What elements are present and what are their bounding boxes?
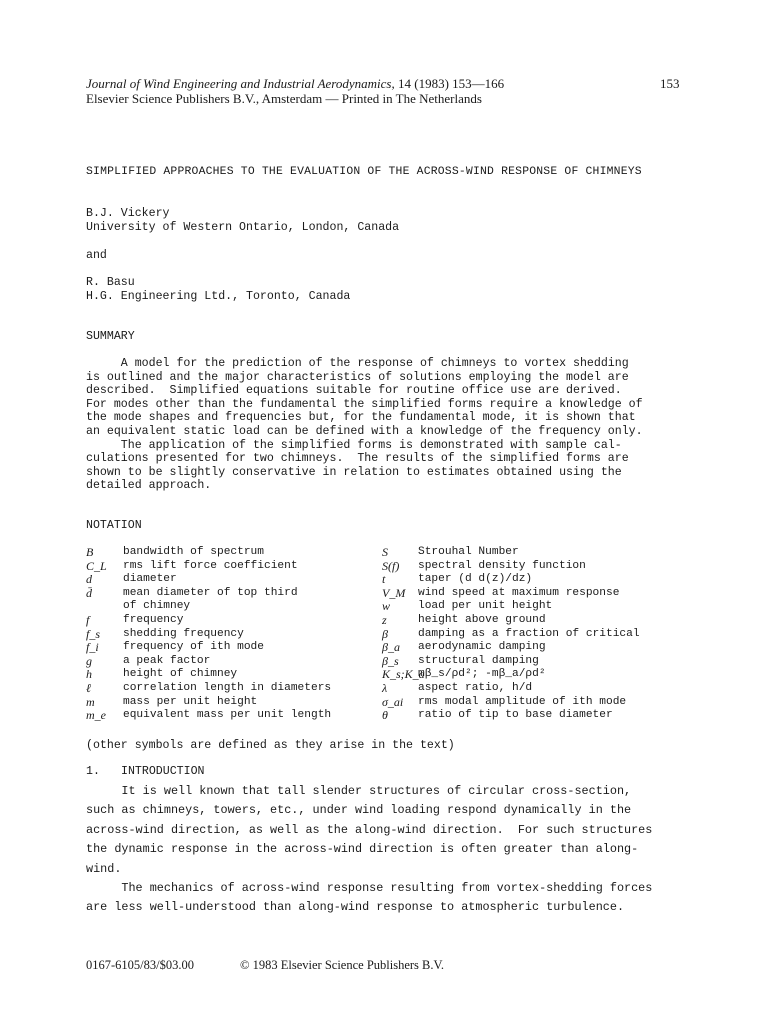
notation-heading: NOTATION [86,519,142,532]
notation-description: wind speed at maximum response [418,586,620,599]
notation-description: height above ground [418,613,546,626]
notation-symbol: β_s [382,653,399,668]
notation-symbol: λ [382,680,388,695]
notation-symbol: β [382,626,388,641]
notation-description: rms modal amplitude of ith mode [418,695,627,708]
notation-symbol: d [86,572,92,587]
notation-description: load per unit height [418,600,553,613]
notation-symbol: w [382,599,391,614]
notation-symbol: β_a [382,640,400,655]
notation-symbol: ℓ [86,680,91,695]
notation-symbol: f_i [86,640,99,655]
notation-description: equivalent mass per unit length [123,709,332,722]
page-number: 153 [660,76,680,91]
notation-symbol: B [86,545,94,559]
notation-description: frequency of ith mode [123,641,264,654]
notation-symbol: t [382,572,386,587]
notation-description: taper (d d(z)/dz) [418,573,533,586]
notation-description: mean diameter of top third [123,586,298,599]
notation-description: aerodynamic damping [418,641,546,654]
notation-symbol: f [86,612,90,627]
author-name: B.J. Vickery [86,207,170,220]
journal-name: Journal of Wind Engineering and Industrial Aerodynamics, [86,76,395,91]
notation-description: correlation length in diameters [123,681,332,694]
author-affiliation: University of Western Ontario, London, Canada [86,221,400,234]
notation-symbol: σ_ai [382,694,404,709]
journal-citation [86,76,504,92]
notation-symbol: g [86,653,92,668]
notation-symbol: S [382,545,388,559]
notation-description: shedding frequency [123,627,244,640]
notation-symbol: C_L [86,558,107,573]
paper-title: SIMPLIFIED APPROACHES TO THE EVALUATION OF THE ACROSS-WIND RESPONSE OF CHIMNEYS [86,166,642,178]
summary-heading: SUMMARY [86,330,135,343]
notation-symbol: d̄ [86,585,92,600]
notation-description: ratio of tip to base diameter [418,709,613,722]
notation-symbol: m [86,694,95,709]
notation-description: of chimney [123,600,191,613]
notation-symbol: K_s;K_a [382,667,425,682]
notation-description: height of chimney [123,668,238,681]
notation-symbol: V_M [382,585,406,600]
section-title: INTRODUCTION [121,765,205,778]
notation-description: bandwidth of spectrum [123,546,264,558]
author-affiliation: H.G. Engineering Ltd., Toronto, Canada [86,290,351,303]
notation-description: Strouhal Number [418,546,519,558]
introduction-body: It is well known that tall slender structures of circular cross-section, such as chimneys, towers, etc., under wind loading respond dynamically in the across-wind direction, as well as the along-wind direction. For such structures the dynamic response in the across-wind direction is often greater than along- wind. The mechanics of across-wind response resulting from vortex-shedding forces are less well-understood than along-wind response to atmospheric turbulence. [86,784,653,915]
notation-description: a peak factor [123,654,211,667]
notation-description: aspect ratio, h/d [418,681,533,694]
notation-description: mass per unit height [123,695,258,708]
notation-description: rms lift force coefficient [123,559,298,572]
footer-issn: 0167-6105/83/$03.00 [86,958,194,972]
footer-copyright: © 1983 Elsevier Science Publishers B.V. [240,958,445,972]
notation-description: spectral density function [418,559,586,572]
notation-symbol: θ [382,708,388,723]
summary-body: A model for the prediction of the response of chimneys to vortex shedding is outlined and the major characteristics of solutions employing the model are described. Simplified equations suitable for routine office use are derived. For modes other than the fundamental the simplified forms require a knowledge of the mode shapes and frequencies but, for the fundamental mode, it is shown that an equivalent static load can be defined with a knowledge of the frequency only. The application of the simplified forms is demonstrated with sample cal- culations presented for two chimneys. The results of the simplified forms are shown to be slightly conservative in relation to estimates obtained using the detailed approach. [86,357,643,493]
notation-symbol: S(f) [382,558,400,573]
section-heading [86,765,205,778]
author-name: R. Basu [86,276,135,289]
notation-description: diameter [123,573,177,586]
notation-symbol: h [86,667,92,682]
notation-description: mβ_s/ρd²; -mβ_a/ρd² [418,668,546,681]
notation-symbol: f_s [86,626,101,641]
notation-description: structural damping [418,654,539,667]
section-number: 1. [86,765,100,778]
notation-note: (other symbols are defined as they arise in the text) [86,739,455,752]
notation-symbol: z [382,612,387,627]
journal-volume-pages: 14 (1983) 153—166 [394,76,505,91]
notation-description: damping as a fraction of critical [418,627,640,640]
notation-symbol: m_e [86,708,106,723]
notation-description: frequency [123,613,184,626]
author-conjunction: and [86,249,107,262]
publisher-line: Elsevier Science Publishers B.V., Amsterdam — Printed in The Netherlands [86,91,482,106]
